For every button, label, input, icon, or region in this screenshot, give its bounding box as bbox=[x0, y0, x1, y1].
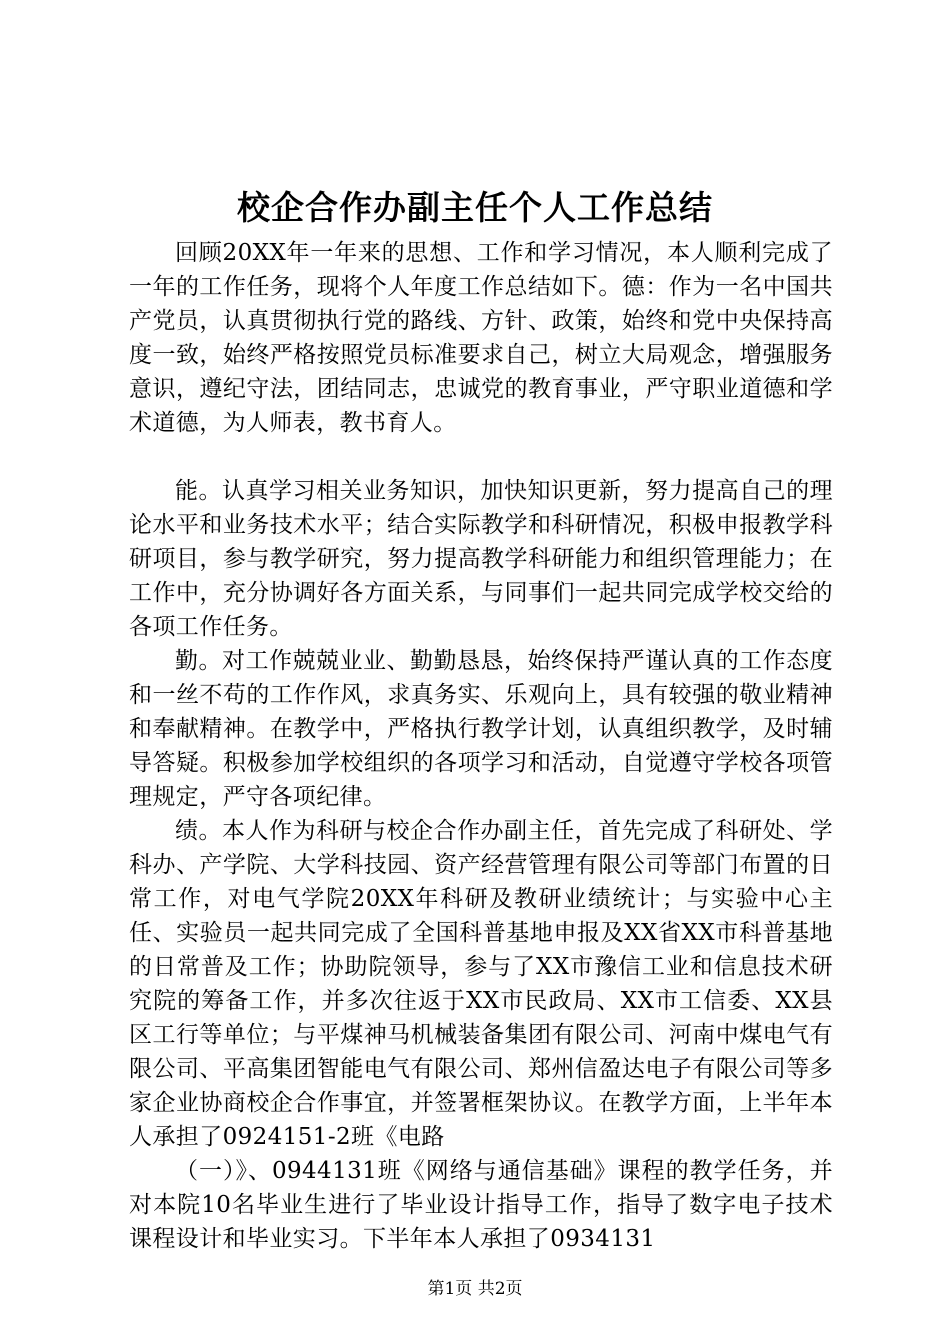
paragraph-teaching: （一）》、0944131班《网络与通信基础》课程的教学任务，并对本院10名毕业生进行了毕业设计指导工作，指导了数字电子技术课程设计和毕业实习。下半年本人承担了0934131 bbox=[129, 1158, 833, 1252]
page-footer: 第1页 共2页 bbox=[427, 1279, 523, 1299]
document-title: 校企合作办副主任个人工作总结 bbox=[237, 188, 713, 227]
paragraph-achievements: 绩。本人作为科研与校企合作办副主任，首先完成了科研处、学科办、产学院、大学科技园、资产经营管理有限公司等部门布置的日常工作，对电气学院20XX年科研及教研业绩统计；与实验中心主任、实验员一起共同完成了全国科普基地申报及XX省XX市科普基地的日常普及工作；协助院领导，参与了XX市豫信工业和信息技术研究院的筹备工作，并多次往返于XX市民政局、XX市工信委、XX县区工行等单位；与平煤神马机械装备集团有限公司、河南中煤电气有限公司、平高集团智能电气有限公司、郑州信盈达电子有限公司等多家企业协商校企合作事宜，并签署框架协议。在教学方面，上半年本人承担了0924151-2班《电路 bbox=[129, 818, 833, 1150]
paragraph-ability: 能。认真学习相关业务知识，加快知识更新，努力提高自己的理论水平和业务技术水平；结合实际教学和科研情况，积极申报教学科研项目，参与教学研究，努力提高教学科研能力和组织管理能力；在工作中，充分协调好各方面关系，与同事们一起共同完成学校交给的各项工作任务。 bbox=[129, 478, 833, 640]
paragraph-intro-virtue: 回顾20XX年一年来的思想、工作和学习情况，本人顺利完成了一年的工作任务，现将个人年度工作总结如下。德：作为一名中国共产党员，认真贯彻执行党的路线、方针、政策，始终和党中央保持高度一致，始终严格按照党员标准要求自己，树立大局观念，增强服务意识，遵纪守法，团结同志，忠诚党的教育事业，严守职业道德和学术道德，为人师表，教书育人。 bbox=[129, 240, 833, 436]
document-body bbox=[129, 236, 833, 1256]
paragraph-diligence: 勤。对工作兢兢业业、勤勤恳恳，始终保持严谨认真的工作态度和一丝不苟的工作作风，求真务实、乐观向上，具有较强的敬业精神和奉献精神。在教学中，严格执行教学计划，认真组织教学，及时辅导答疑。积极参加学校组织的各项学习和活动，自觉遵守学校各项管理规定，严守各项纪律。 bbox=[129, 648, 833, 810]
